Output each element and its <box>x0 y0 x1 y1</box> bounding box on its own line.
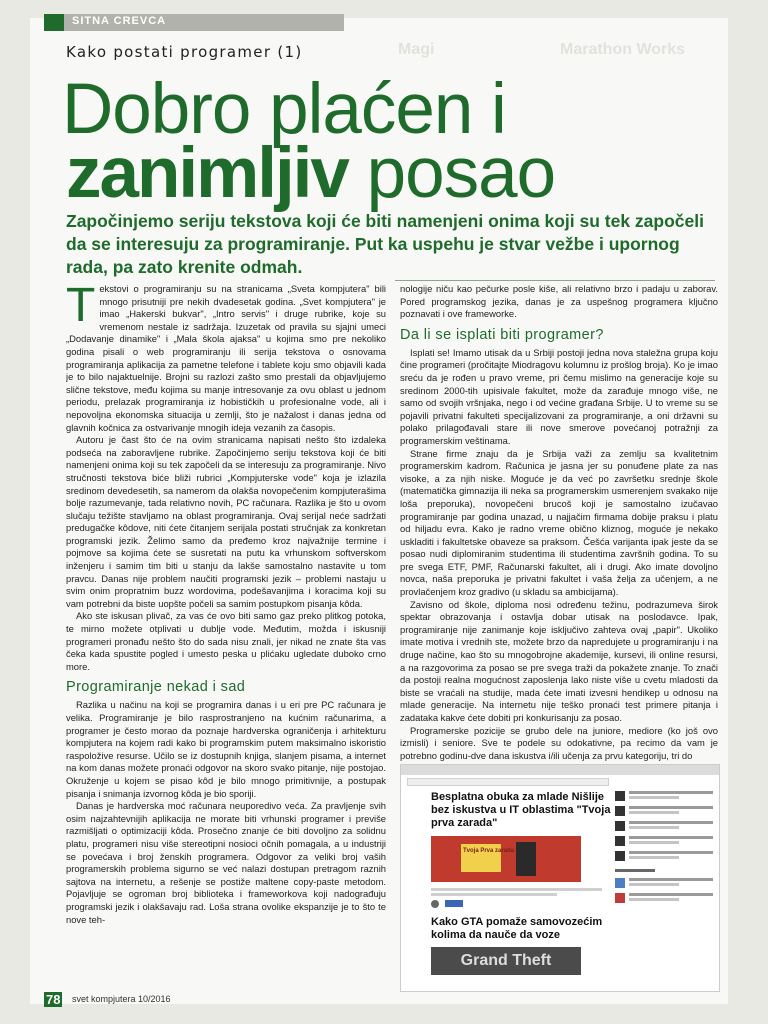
screenshot-headline: Kako GTA pomaže samovozećim kolima da nauče da voze <box>431 916 603 941</box>
screenshot-meta <box>431 900 611 908</box>
text-line <box>629 898 679 901</box>
news-image: Grand Theft <box>431 947 581 975</box>
section-marker <box>44 14 64 31</box>
paragraph: Programerske pozicije se grubo dele na juniore, mediore (ko još ovo izmisli) i seniore. Sve te podele su odokativne, pa recimo da vam je potrebno godinu-dve dana iskustva i/ili učenja za prvu kategoriju, tri do <box>400 724 718 761</box>
screenshot-sidebar <box>615 791 713 908</box>
website-screenshot-figure <box>400 764 720 992</box>
thumb <box>615 893 625 903</box>
screenshot-main-column <box>431 791 611 975</box>
text-line <box>629 893 713 896</box>
title-rest-word: posao <box>347 134 556 213</box>
browser-tab-bar <box>401 765 719 775</box>
image-figure <box>516 842 536 876</box>
share-button <box>445 900 463 907</box>
publication-footer: svet kompjutera 10/2016 <box>72 994 171 1004</box>
image-caption-text: Tvoja Prva zarada <box>463 848 515 854</box>
right-column <box>400 283 718 761</box>
text-line <box>431 888 602 891</box>
sidebar-item <box>615 806 713 816</box>
subheading: Programiranje nekad i sad <box>66 679 246 696</box>
divider <box>395 280 715 281</box>
paragraph <box>66 283 386 434</box>
text-line <box>629 836 713 839</box>
section-label: SITNA CREVCA <box>72 15 167 27</box>
text-line <box>629 811 679 814</box>
bleed-through-text: Magi <box>398 41 435 58</box>
thumb <box>615 851 625 861</box>
screenshot-headline: Besplatna obuka za mlade Nišlije bez iskustva u IT oblastima "Tvoja prva zarada" <box>431 791 611 829</box>
text-line <box>629 851 713 854</box>
sidebar-item <box>615 851 713 861</box>
paragraph: Danas je hardverska moć računara neuporedivo veća. Za pravljenje svih osim najzahtevnijih aplikacija ne morate biti vrhunski programer i previše razmišljati o optimizaciji kôda. Prosečno znanje će biti dovoljno za solidnu platu, programeri nisu više stereotipni nosioci očnih pomagala, a u industriji se povećava i broj ženskih programera. Odgovor za veliki broj vaših programerskih problema sigurno se već nalazi dostupan pretragom raznih sajtova na internetu, a rešenje se postiže maltene copy-paste metodom. Pojavljuje se ogroman broj biblioteka i frameworkova koji nadograđuju programski jezik i olakšavaju rad. Loša strana ovolike ekspanzije je to što te nove teh- <box>66 800 386 925</box>
article-title-line2 <box>66 134 556 213</box>
sidebar-item <box>615 821 713 831</box>
paragraph: Zavisno od škole, diploma nosi određenu težinu, podrazumeva širok spektar obrazovanja i ostavlja dobar utisak na poslodavce. Ipak, programiranje nije zanimanje koje isključivo zahteva ovaj „papir". Ukoliko imate motiva i vrednih ste, možete brzo da napredujete u programiranju i na druge načine, kao što su mnogobrojne akademije, kursevi, ili online resursi, a na razgovorima za posao se pre svega traži da pokažete znanje. To znači da postoji realna mogućnost zaposlenja lako niste više u cvetu mladosti da biste se vraćali na studije, mada ćete imati izvesni hendikep u odnosu na mlade generacije. Na internetu nije teško pronaći test primere pitanja i zadataka kakve ćete dobiti pri konkurisanju za posao. <box>400 598 718 723</box>
paragraph: Autoru je čast što će na ovim stranicama napisati nešto što izdaleka podseća na zaboravljene rubrike. Započinjemo seriju tekstova koji će biti namenjeni onima koji su tek započeli da se interesuju za programiranje. Nivo stručnosti tekstova biće bliži rubrici „Kompjuterske vode" koja je izlazila sredinom devedesetih, sa namerom da olakša novopečenim kompjuterašima bolje razumevanje, tada relativno novih, PC računara. Razlika je što u ovom slučaju težište stavljamo na oblast programiranja. Ovaj serijal neće sadržati predugačke kôdove, niti ćete čitanjem serijala postati stručnjak za konkretan programski jezik. Želimo samo da pređemo kroz najvažnije termine i pojmove sa kojima ćete se susretati na putu ka vrhunskom softverskom inženjeru i samim tim biti u stanju da lakše samostalno nastavite u tom pravcu. Danas nije problem naučiti programski jezik – problemi nastaju u svim onim propratnim buzz wordovima, podešavanjima i koracima koji su vam potrebni da biste uopšte počeli sa samim postupkom pisanja kôda. <box>66 434 386 609</box>
subheading: Da li se isplati biti programer? <box>400 326 604 343</box>
text-line <box>629 791 713 794</box>
drop-cap: T <box>66 283 96 332</box>
article-kicker: Kako postati programer (1) <box>66 43 303 61</box>
text-line <box>629 878 713 881</box>
page-number: 78 <box>46 992 61 1007</box>
sidebar-heading <box>615 869 655 872</box>
article-title-line1: Dobro plaćen i <box>62 70 506 149</box>
article-lead: Započinjemo seriju tekstova koji će biti namenjeni onima koji su tek započeli da se interesuju za programiranje. Put ka uspehu je stvar vežbe i upornog rada, pa zato krenite odmah. <box>66 211 704 277</box>
thumb <box>615 791 625 801</box>
text-line <box>629 826 679 829</box>
text-line <box>629 841 679 844</box>
text-line <box>629 806 713 809</box>
thumb <box>615 878 625 888</box>
text-line <box>629 821 713 824</box>
screenshot-caption <box>431 888 611 896</box>
news-image <box>431 836 581 882</box>
text-line <box>629 856 679 859</box>
author-avatar <box>431 900 439 908</box>
bleed-through-text: Marathon Works <box>560 41 686 58</box>
thumb <box>615 806 625 816</box>
paragraph: Strane firme znaju da je Srbija važi za zemlju sa kvalitetnim programerskim kadrom. Računica je jasna jer su ponuđene plate za nas visoke, a za njih niske. Moguće je da već po završetku srednje škole (matematička gimnazija ili neka sa programerskim usmerenjem svakako nije loša preporuka), novopečeni brucoš koji je samostalno izučavao programiranje par godina unazad, u najjačim firmama dobije praksu i platu od hiljadu evra. Kako je radno vreme obično kliznog, moguće je nekako uskladiti i fakultetske obaveze sa praksom. Češća varijanta ipak jeste da se posao nudi diplomiranim studentima ili studentima završnih godina. To su pre svega ETF, PMF, Računarski fakultet, ali i drugi. Ako imate dovoljno novca, naša preporuka je privatni fakultet i vaša želja za učenjem, a ne provlačenjem kroz gradivo (u skladu sa ambicijama). <box>400 447 718 598</box>
paragraph-text: ekstovi o programiranju su na stranicama „Sveta kompjutera" bili mnogo prisutniji pre nekih dvadesetak godina. „Svet kompjutera" je imao „Hakerski bukvar", „Intro servis" i druge rubrike, koje su vremenom nestale iz sadržaja. Izuzetak od pravila su sjajni umeci „Dodavanje dinamike" i „Mala škola ajaksa" u kojima smo pre nekoliko godina pisali o web programiranju ili serija tekstova o osnovama programiranja aplikacija za pametne telefone i tablete koju smo objavili kada je to bilo najaktuelnije. Brojni su razlozi zašto smo prestali da objavljujemo slične tekstove, među kojima su manje intresovanje za ovu oblast u jednom periodu, prelazak programiranja iz hobističkih u profesionalne vode, ali i nepovoljna ekonomska situacija u zemlji, što je nažalost i danas jedna od glavnih kočnica za ostvarivanje mnogih ideja vezanih za časopis. <box>66 283 386 433</box>
paragraph: nologije niču kao pečurke posle kiše, ali relativno brzo i padaju u zaborav. Pored programskog jezika, danas je za uspešnog programera ključno poznavati i ove frameworke. <box>400 283 718 320</box>
text-line <box>431 893 557 896</box>
sidebar-item <box>615 836 713 846</box>
sidebar-item <box>615 893 713 903</box>
text-line <box>629 796 679 799</box>
left-column <box>66 283 386 988</box>
thumb <box>615 836 625 846</box>
browser-address-bar <box>407 778 609 786</box>
paragraph: Isplati se! Imamo utisak da u Srbiji postoji jedna nova staležna grupa koju čine programeri (pročitajte Miodragovu kolumnu iz prošlog broja). Ko je imao sreću da je rođen u pravo vreme, pri čemu mislimo na generacije koje su sredinom 2000-tih upisivale fakultet, može da zarađuje mnogo više, ne samo od svojih vršnjaka, nego i od većine građana Srbije. U to vreme su se pojavili privatni fakulteti specijalizovani za programiranje, a oni državni su polako prilagođavali stare ili nove smerove povećanoj potražnji za programerskim veštinama. <box>400 346 718 446</box>
thumb <box>615 821 625 831</box>
text-line <box>629 883 679 886</box>
sidebar-item <box>615 791 713 801</box>
paragraph: Razlika u načinu na koji se programira danas i u eri pre PC računara je velika. Programiranje je bilo rasprostranjeno na kućnim računarima, a programer je često morao da poznaje hardverska ograničenja i arhitekturu kompjutera na kojem radi kako bi programskim putem maksimalno iskoristio raspoložive resurse. Učilo se iz dostupnih knjiga, slanjem pisama, a internet na kom danas možete pronaći odgovor na skoro svako pitanje, nije postojao. Okruženje u kojem se pisao kôd je bilo mnogo primitivnije, a postupak pisanja i snimanja izvornog kôda je bio sporiji. <box>66 699 386 799</box>
paragraph: Ako ste iskusan plivač, za vas će ovo biti samo gaz preko plitkog potoka, te mirno možete otplivati u dublje vode. Međutim, možda i iskusniji programeri pronađu nešto što do sada nisu znali, jer nikad ne znate šta vas čeka kada spustite pogled i umesto peska u plićaku ugledate duboko crno more. <box>66 610 386 672</box>
sidebar-item <box>615 878 713 888</box>
title-bold-word: zanimljiv <box>66 134 348 213</box>
